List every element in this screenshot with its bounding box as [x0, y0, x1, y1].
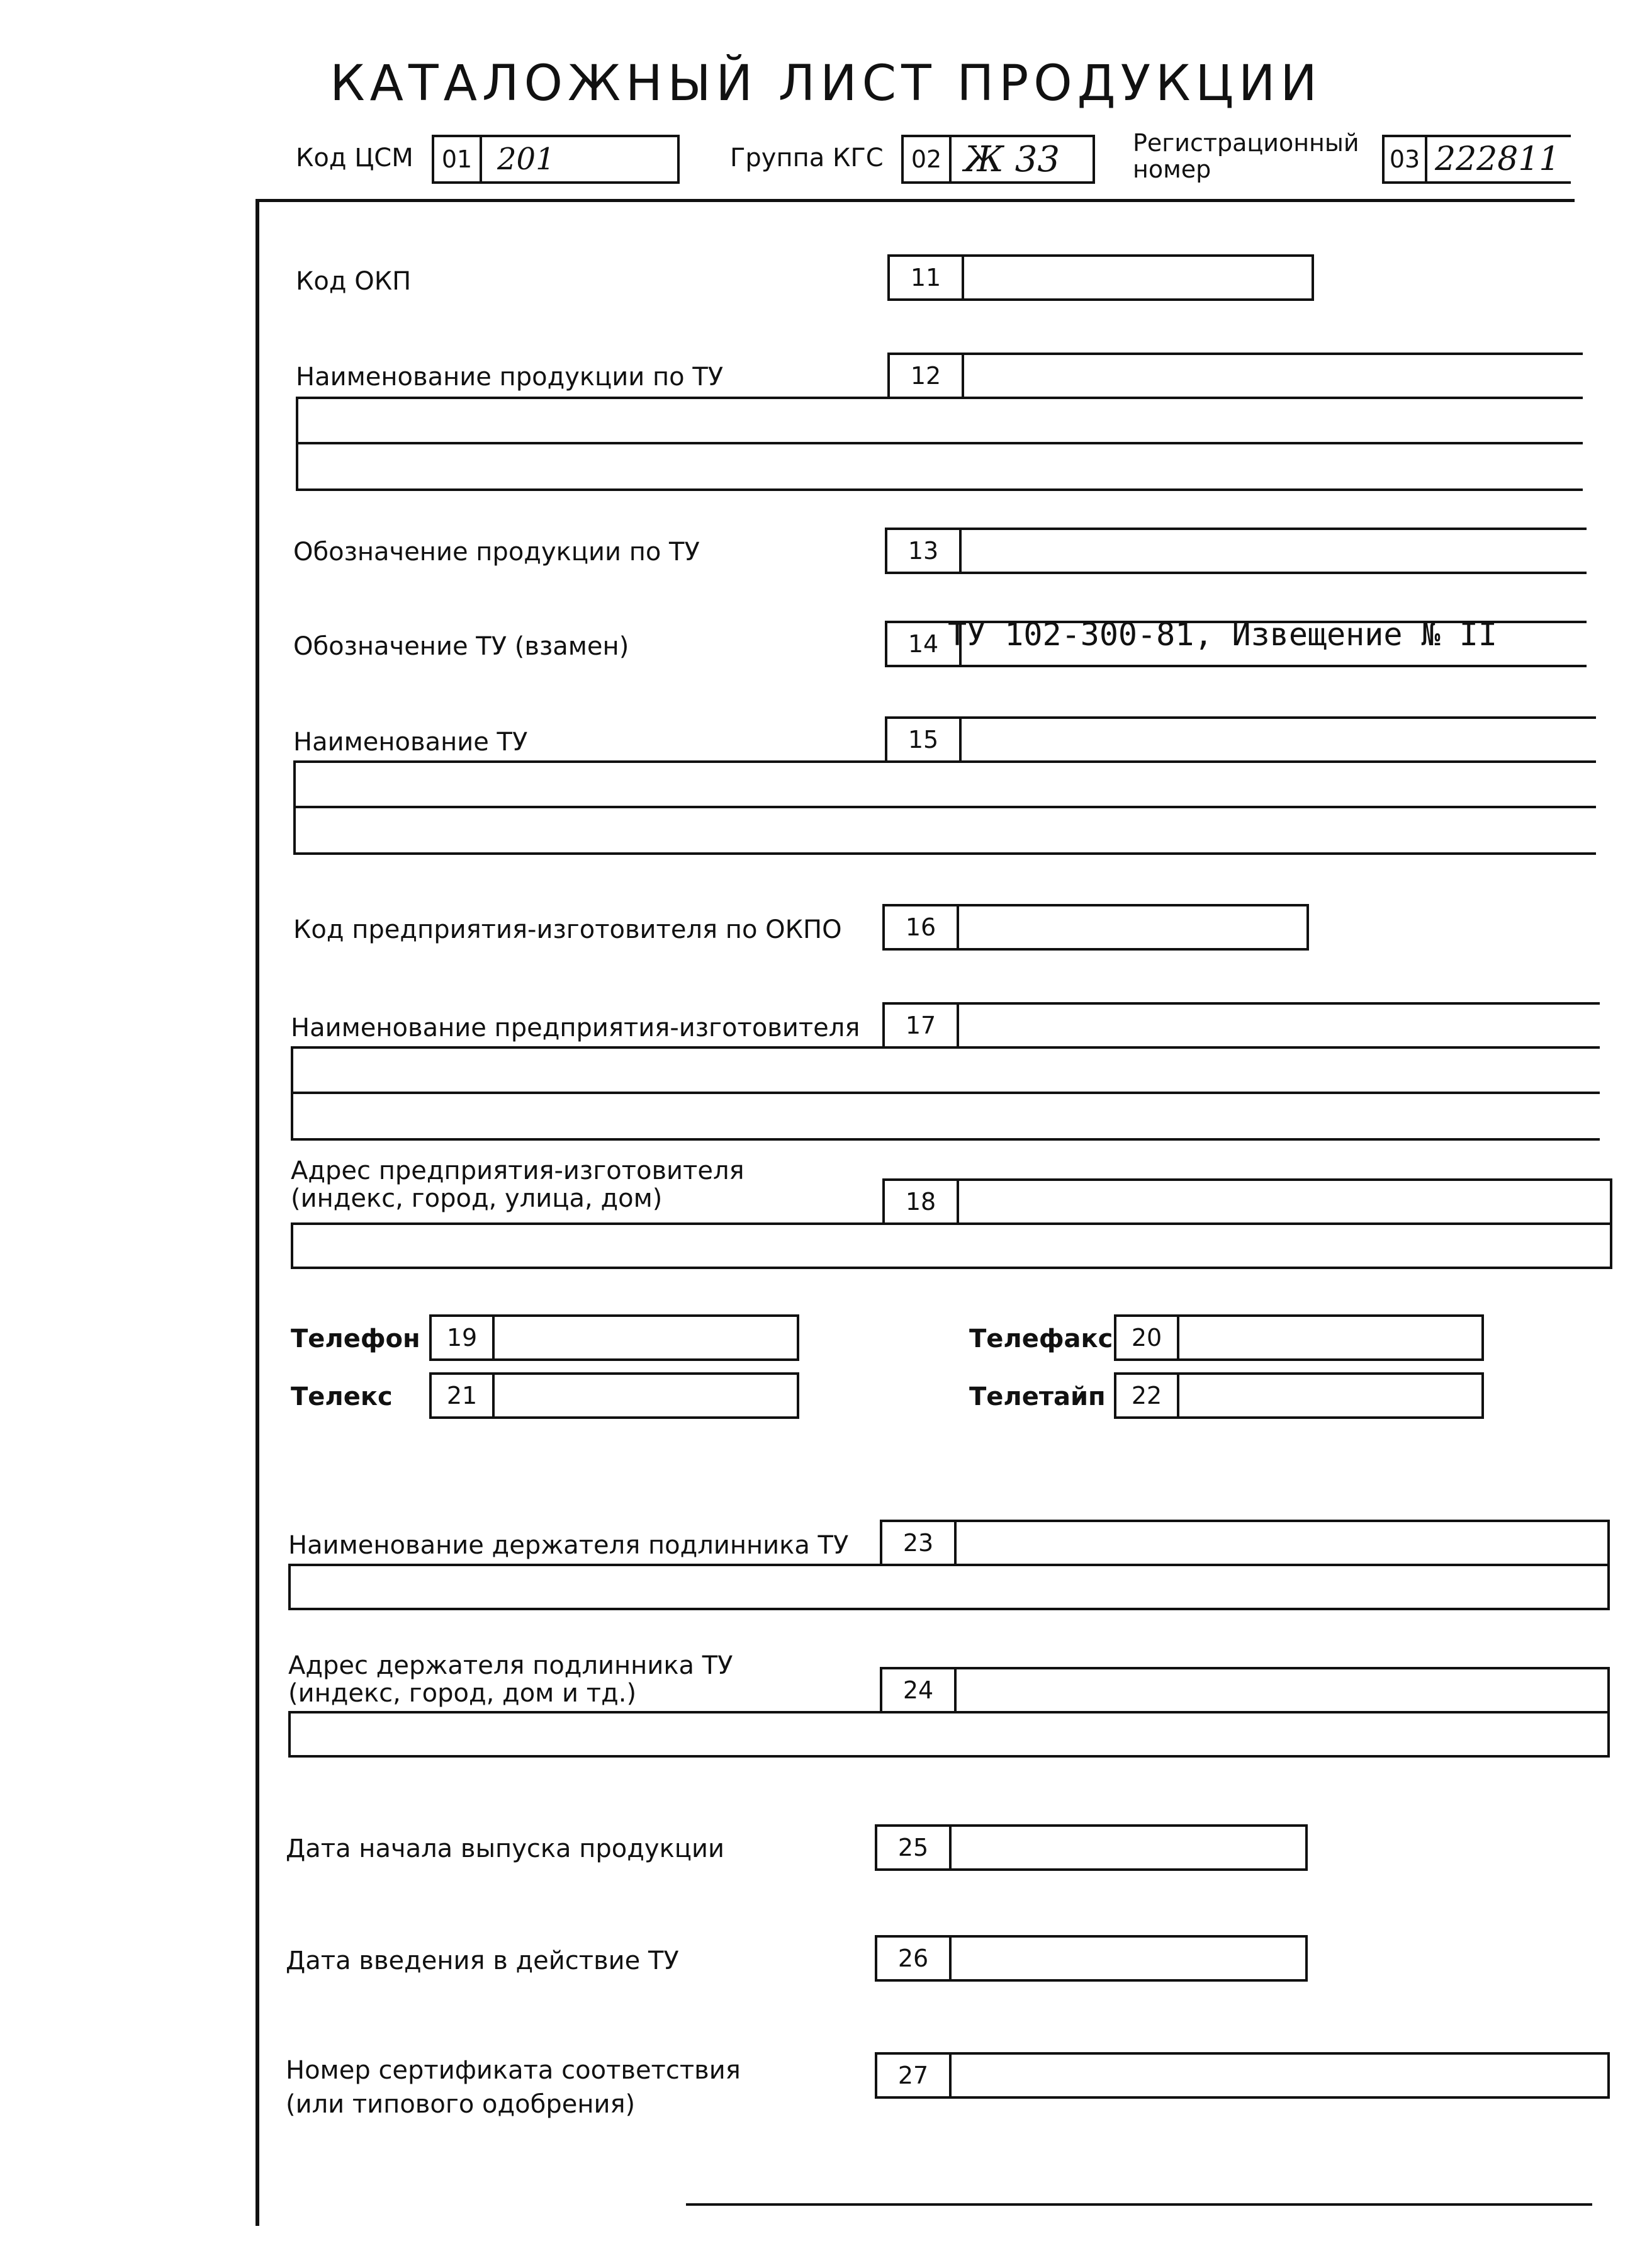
- fax-label: Телефакс: [969, 1324, 1113, 1353]
- field-number: 20: [1116, 1317, 1179, 1358]
- field-number: 21: [432, 1375, 495, 1416]
- certificate-number-label-line1: Номер сертификата соответствия: [286, 2056, 741, 2085]
- reg-number-value: 222811: [1435, 140, 1560, 178]
- okp-code-field[interactable]: [887, 254, 1314, 301]
- reg-number-label: [1133, 130, 1359, 183]
- teletype-field[interactable]: [1114, 1372, 1484, 1419]
- page-title: КАТАЛОЖНЫЙ ЛИСТ ПРОДУКЦИИ: [330, 55, 1322, 112]
- field-number: 23: [882, 1522, 957, 1564]
- manufacturer-address-field[interactable]: [882, 1178, 1612, 1225]
- product-designation-label: Обозначение продукции по ТУ: [293, 538, 700, 567]
- frame-left-line: [256, 199, 259, 2226]
- manufacturer-address-continuation[interactable]: [291, 1222, 1612, 1269]
- tsm-code-field[interactable]: [432, 135, 680, 184]
- tu-effective-date-label: Дата введения в действие ТУ: [286, 1946, 679, 1975]
- tu-holder-address-continuation[interactable]: [288, 1711, 1610, 1758]
- field-number: 22: [1116, 1375, 1179, 1416]
- tu-name-label: Наименование ТУ: [293, 728, 528, 757]
- field-number: 14: [887, 623, 962, 665]
- product-name-continuation[interactable]: [296, 397, 1583, 491]
- field-number: 11: [890, 257, 964, 298]
- field-number: 16: [885, 906, 959, 948]
- tu-holder-name-field[interactable]: [880, 1520, 1610, 1566]
- kgs-group-label: Группа КГС: [730, 144, 884, 172]
- product-designation-field[interactable]: [885, 528, 1587, 574]
- field-number: 19: [432, 1317, 495, 1358]
- telex-field[interactable]: [429, 1372, 799, 1419]
- tu-effective-date-field[interactable]: [875, 1935, 1308, 1982]
- telex-label: Телекс: [291, 1382, 393, 1411]
- manufacturer-address-label-line2: (индекс, город, улица, дом): [291, 1184, 663, 1213]
- manufacturer-name-label: Наименование предприятия-изготовителя: [291, 1013, 860, 1042]
- reg-number-field[interactable]: [1382, 135, 1571, 184]
- product-name-label: Наименование продукции по ТУ: [296, 363, 724, 392]
- manufacturer-address-label-line1: Адрес предприятия-изготовителя: [291, 1156, 745, 1185]
- tsm-code-value: 201: [497, 142, 555, 177]
- manufacturer-name-field[interactable]: [882, 1002, 1600, 1049]
- certificate-number-label-line2: (или типового одобрения): [286, 2090, 636, 2119]
- frame-top-line: [259, 199, 1575, 202]
- field-number: 17: [885, 1005, 959, 1046]
- reg-number-label-line1: Регистрационный: [1133, 129, 1359, 157]
- field-number: 03: [1385, 137, 1427, 181]
- field-number: 24: [882, 1669, 957, 1711]
- okp-code-label: Код ОКП: [296, 267, 412, 296]
- field-number: 02: [904, 137, 952, 181]
- teletype-label: Телетайп: [969, 1382, 1106, 1411]
- kgs-group-field[interactable]: [901, 135, 1095, 184]
- field-number: 13: [887, 530, 962, 572]
- certificate-number-label: [286, 2053, 741, 2121]
- field-number: 26: [877, 1938, 952, 1979]
- tu-holder-address-label-line1: Адрес держателя подлинника ТУ: [288, 1651, 733, 1680]
- tu-holder-name-continuation[interactable]: [288, 1564, 1610, 1610]
- kgs-group-value: Ж 33: [964, 138, 1060, 180]
- tu-replaces-value: ТУ 102-300-81, Извещение № II: [948, 616, 1497, 653]
- frame-bottom-line: [686, 2203, 1592, 2206]
- field-number: 27: [877, 2055, 952, 2096]
- tu-name-field[interactable]: [885, 716, 1596, 763]
- manufacturer-name-continuation[interactable]: [291, 1046, 1600, 1141]
- field-number: 25: [877, 1827, 952, 1868]
- certificate-number-field[interactable]: [875, 2052, 1610, 2099]
- field-number: 12: [890, 355, 964, 397]
- field-number: 15: [887, 719, 962, 760]
- row-divider: [298, 442, 1583, 444]
- row-divider: [293, 1092, 1600, 1094]
- tu-replaces-label: Обозначение ТУ (взамен): [293, 632, 629, 661]
- reg-number-label-line2: номер: [1133, 155, 1211, 183]
- field-number: 18: [885, 1181, 959, 1222]
- product-name-field[interactable]: [887, 353, 1583, 399]
- fax-field[interactable]: [1114, 1314, 1484, 1361]
- tu-holder-address-label-line2: (индекс, город, дом и тд.): [288, 1679, 637, 1708]
- production-start-date-field[interactable]: [875, 1824, 1308, 1871]
- tu-replaces-field[interactable]: [885, 616, 1587, 667]
- row-divider: [296, 806, 1596, 808]
- tu-holder-address-field[interactable]: [880, 1667, 1610, 1713]
- tu-name-continuation[interactable]: [293, 760, 1596, 855]
- manufacturer-address-label: [291, 1157, 745, 1212]
- phone-field[interactable]: [429, 1314, 799, 1361]
- tsm-code-label: Код ЦСМ: [296, 144, 413, 172]
- phone-label: Телефон: [291, 1324, 420, 1353]
- okpo-code-label: Код предприятия-изготовителя по ОКПО: [293, 915, 842, 944]
- tu-holder-name-label: Наименование держателя подлинника ТУ: [288, 1531, 849, 1560]
- field-number: 01: [434, 137, 482, 181]
- tu-holder-address-label: [288, 1652, 733, 1707]
- production-start-date-label: Дата начала выпуска продукции: [286, 1834, 724, 1863]
- okpo-code-field[interactable]: [882, 904, 1309, 951]
